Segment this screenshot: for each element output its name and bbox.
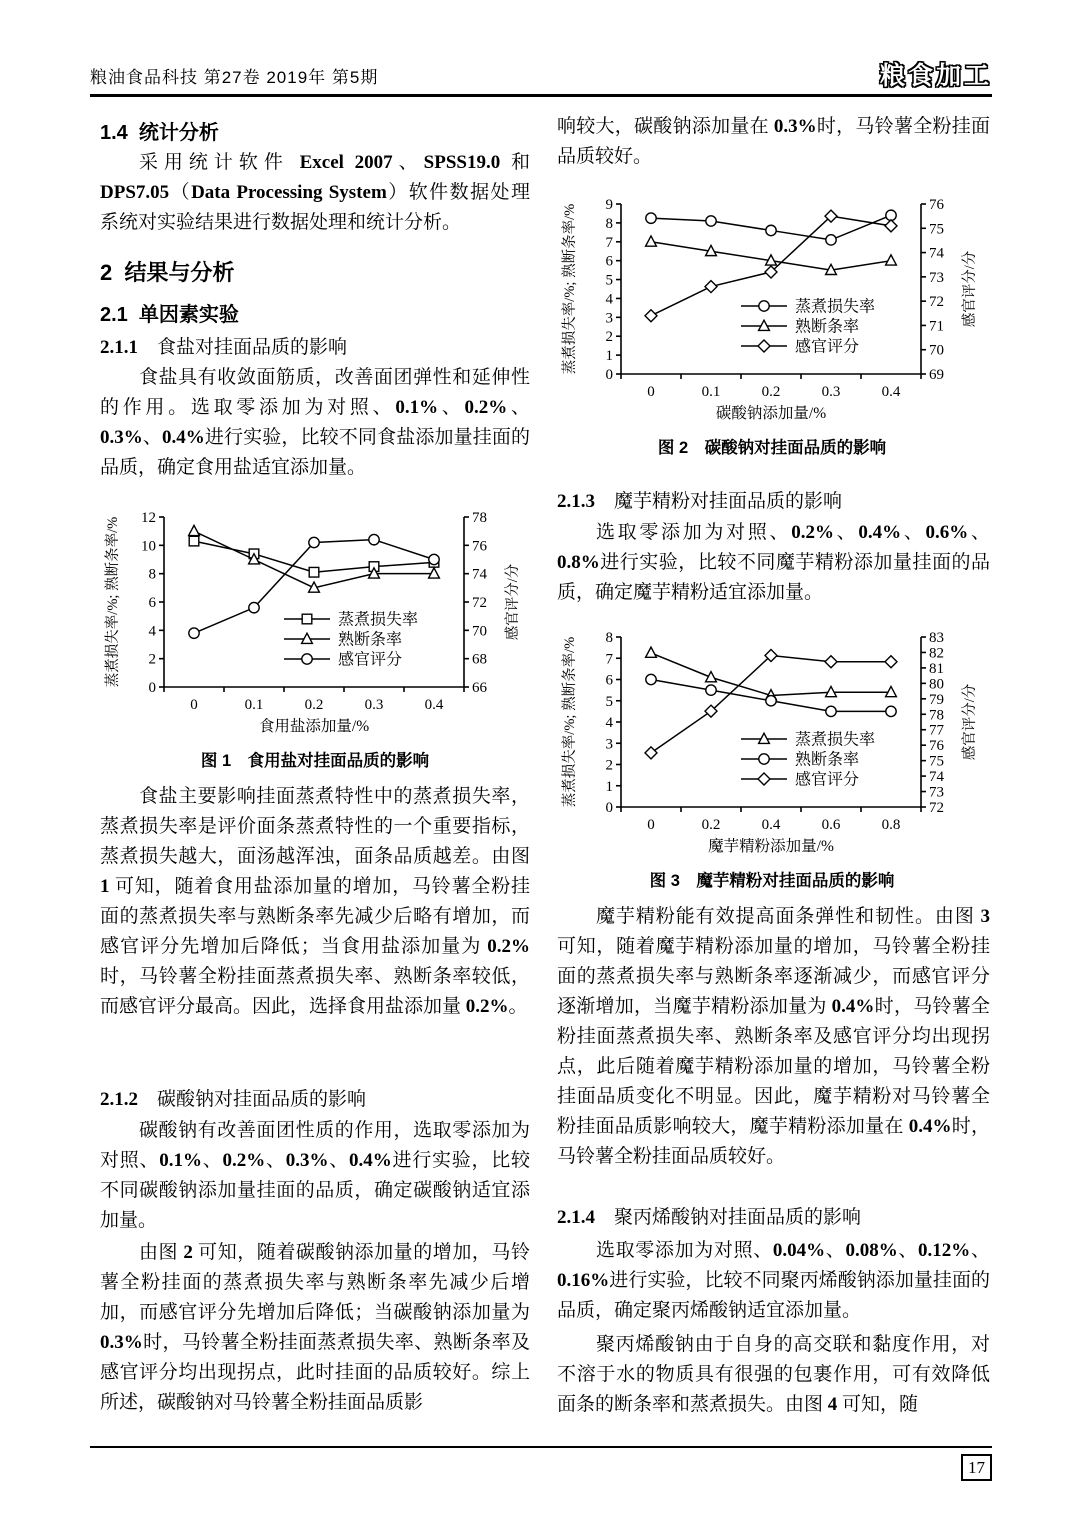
figure-1-caption: 图 1 食用盐对挂面品质的影响: [200, 752, 430, 770]
svg-text:0: 0: [647, 384, 655, 400]
para-paas-mechanism: 聚丙烯酸钠由于自身的高交联和黏度作用，对不溶于水的物质具有很强的包裹作用，可有效降低面条的断条率和蒸煮损失。由图 4 可知，随: [557, 1334, 990, 1415]
svg-text:71: 71: [929, 318, 944, 335]
svg-text:0.4: 0.4: [761, 817, 781, 833]
svg-text:81: 81: [929, 660, 944, 677]
svg-text:2: 2: [148, 651, 156, 668]
svg-text:6: 6: [605, 253, 613, 270]
svg-text:0.2: 0.2: [701, 817, 721, 833]
soda-effect-chart: [557, 192, 987, 432]
svg-text:0.2: 0.2: [761, 384, 781, 400]
svg-text:5: 5: [605, 693, 613, 710]
heading-2: 2 结果与分析: [100, 260, 235, 285]
heading-2-1-2: 2.1.2 碳酸钠对挂面品质的影响: [100, 1089, 367, 1110]
svg-text:蒸煮损失率: 蒸煮损失率: [338, 611, 419, 629]
svg-text:4: 4: [605, 291, 613, 308]
svg-text:0.1: 0.1: [701, 384, 721, 400]
para-soda-result: 由图 2 可知，随着碳酸钠添加量的增加，马铃薯全粉挂面的蒸煮损失率与熟断条率先减少后增加，而感官评分先增加后降低；当碳酸钠添加量为 0.3%时，马铃薯全粉挂面蒸煮损失率、熟断条率及感官评分均出现拐点，此时挂面的品质较好。综上所述，碳酸钠对马铃薯全粉挂面品质影: [100, 1242, 530, 1413]
svg-text:69: 69: [929, 367, 944, 383]
svg-text:78: 78: [472, 510, 487, 526]
svg-text:熟断条率: 熟断条率: [795, 318, 860, 336]
svg-text:熟断条率: 熟断条率: [795, 751, 860, 769]
svg-text:73: 73: [929, 784, 944, 801]
svg-text:食用盐添加量/%: 食用盐添加量/%: [258, 718, 370, 735]
svg-text:0: 0: [605, 367, 613, 383]
svg-text:77: 77: [929, 722, 944, 739]
svg-text:感官评分: 感官评分: [338, 651, 403, 669]
svg-text:76: 76: [929, 738, 944, 755]
svg-text:0.2: 0.2: [304, 697, 324, 713]
svg-text:蒸煮损失率: 蒸煮损失率: [795, 731, 876, 749]
svg-text:3: 3: [605, 310, 613, 327]
svg-text:4: 4: [148, 623, 156, 640]
svg-text:1: 1: [605, 778, 613, 795]
svg-text:碳酸钠添加量/%: 碳酸钠添加量/%: [715, 405, 827, 422]
section-tag: 粮食加工: [879, 62, 992, 90]
para-salt-intro: 食盐具有收敛面筋质，改善面团弹性和延伸性的作用。选取零添加为对照、0.1%、0.2%、0.3%、0.4%进行实验，比较不同食盐添加量挂面的品质，确定食用盐适宜添加量。: [100, 367, 530, 478]
svg-text:0.1: 0.1: [244, 697, 264, 713]
svg-text:3: 3: [605, 736, 613, 753]
svg-text:0.8: 0.8: [881, 817, 901, 833]
svg-text:66: 66: [472, 680, 487, 696]
svg-text:10: 10: [141, 538, 156, 555]
svg-text:蒸煮损失率/%; 熟断条率/%: 蒸煮损失率/%; 熟断条率/%: [562, 636, 578, 808]
svg-text:0.4: 0.4: [881, 384, 901, 400]
svg-text:0: 0: [190, 697, 198, 713]
svg-text:熟断条率: 熟断条率: [338, 631, 403, 649]
svg-text:7: 7: [605, 234, 613, 251]
svg-text:78: 78: [929, 707, 944, 724]
para-soda-continuation: 响较大，碳酸钠添加量在 0.3%时，马铃薯全粉挂面品质较好。: [557, 116, 990, 167]
svg-text:0: 0: [148, 680, 156, 696]
svg-text:73: 73: [929, 269, 944, 286]
svg-text:4: 4: [605, 715, 613, 731]
svg-text:蒸煮损失率/%; 熟断条率/%: 蒸煮损失率/%; 熟断条率/%: [562, 203, 578, 375]
page-number: 17: [961, 1454, 992, 1481]
svg-text:83: 83: [929, 630, 944, 646]
para-salt-result: 食盐主要影响挂面蒸煮特性中的蒸煮损失率，蒸煮损失率是评价面条蒸煮特性的一个重要指标，蒸煮损失越大，面汤越浑浊，面条品质越差。由图 1 可知，随着食用盐添加量的增加，马铃薯全粉挂面的蒸煮损失率与熟断条率先减少后略有增加，而感官评分先增加后降低；当食用盐添加量为 0.2%时，马铃薯全粉挂面蒸煮损失率、熟断条率较低，而感官评分最高。因此，选择食用盐添加量 0.2%。: [100, 786, 530, 1017]
figure-2: [557, 192, 987, 458]
figure-2-caption: 图 2 碳酸钠对挂面品质的影响: [657, 439, 887, 457]
svg-text:感官评分/分: 感官评分/分: [962, 250, 978, 328]
svg-text:0.6: 0.6: [821, 817, 841, 833]
svg-text:68: 68: [472, 651, 487, 668]
heading-2-1-3: 2.1.3 魔芋精粉对挂面品质的影响: [557, 491, 843, 512]
svg-text:蒸煮损失率/%; 熟断条率/%: 蒸煮损失率/%; 熟断条率/%: [105, 516, 121, 688]
svg-text:0.3: 0.3: [364, 697, 384, 713]
svg-text:72: 72: [472, 595, 487, 611]
svg-text:6: 6: [605, 672, 613, 689]
svg-text:76: 76: [472, 538, 487, 555]
svg-text:0: 0: [647, 817, 655, 833]
svg-text:9: 9: [605, 197, 613, 213]
svg-text:72: 72: [929, 294, 944, 311]
heading-2-1-4: 2.1.4 聚丙烯酸钠对挂面品质的影响: [557, 1207, 862, 1228]
figure-3: [557, 625, 987, 891]
svg-text:74: 74: [929, 769, 944, 786]
svg-text:76: 76: [929, 197, 944, 213]
svg-text:0: 0: [605, 800, 613, 816]
svg-text:70: 70: [929, 342, 944, 359]
svg-text:12: 12: [141, 510, 156, 526]
svg-text:感官评分: 感官评分: [795, 338, 860, 356]
heading-2-1-1: 2.1.1 食盐对挂面品质的影响: [100, 337, 348, 358]
svg-text:82: 82: [929, 645, 944, 662]
svg-text:75: 75: [929, 221, 944, 238]
svg-text:70: 70: [472, 623, 487, 640]
svg-text:1: 1: [605, 348, 613, 365]
svg-text:2: 2: [605, 329, 613, 346]
figure-1: [100, 505, 530, 771]
para-konjac-intro: 选取零添加为对照、0.2%、0.4%、0.6%、0.8%进行实验，比较不同魔芋精粉添加量挂面的品质，确定魔芋精粉适宜添加量。: [557, 522, 990, 603]
svg-text:蒸煮损失率: 蒸煮损失率: [795, 298, 876, 316]
salt-effect-chart: [100, 505, 530, 745]
svg-text:6: 6: [148, 595, 156, 611]
journal-header: 粮油食品科技 第27卷 2019年 第5期: [90, 68, 379, 87]
svg-text:80: 80: [929, 676, 944, 693]
svg-text:2: 2: [605, 757, 613, 774]
heading-1-4: 1.4 统计分析: [100, 122, 219, 144]
para-soda-intro: 碳酸钠有改善面团性质的作用，选取零添加为对照、0.1%、0.2%、0.3%、0.4%进行实验，比较不同碳酸钠添加量挂面的品质，确定碳酸钠适宜添加量。: [100, 1120, 530, 1231]
svg-text:5: 5: [605, 272, 613, 289]
svg-text:魔芋精粉添加量/%: 魔芋精粉添加量/%: [708, 838, 834, 855]
heading-2-1: 2.1 单因素实验: [100, 304, 239, 326]
svg-text:74: 74: [929, 245, 944, 262]
svg-text:8: 8: [605, 630, 613, 646]
konjac-effect-chart: [557, 625, 987, 865]
header-rule: [90, 94, 992, 97]
svg-text:7: 7: [605, 651, 613, 668]
svg-text:感官评分: 感官评分: [795, 771, 860, 789]
svg-text:8: 8: [605, 215, 613, 232]
svg-text:75: 75: [929, 753, 944, 770]
footer-rule: [90, 1446, 992, 1448]
svg-text:0.3: 0.3: [821, 384, 841, 400]
svg-text:0.4: 0.4: [424, 697, 444, 713]
svg-text:79: 79: [929, 691, 944, 708]
svg-text:感官评分/分: 感官评分/分: [505, 563, 521, 641]
figure-3-caption: 图 3 魔芋精粉对挂面品质的影响: [649, 872, 895, 890]
svg-text:感官评分/分: 感官评分/分: [962, 683, 978, 761]
para-konjac-result: 魔芋精粉能有效提高面条弹性和韧性。由图 3 可知，随着魔芋精粉添加量的增加，马铃薯全粉挂面的蒸煮损失率与熟断条率逐渐减少，而感官评分逐渐增加，当魔芋精粉添加量为 0.4%时，马铃薯全粉挂面蒸煮损失率、熟断条率及感官评分均出现拐点，此后随着魔芋精粉添加量的增加，马铃薯全粉挂面品质变化不明显。因此，魔芋精粉对马铃薯全粉挂面品质影响较大，魔芋精粉添加量在 0.4%时，马铃薯全粉挂面品质较好。: [557, 906, 990, 1167]
svg-text:8: 8: [148, 566, 156, 583]
para-paas-intro: 选取零添加为对照、0.04%、0.08%、0.12%、0.16%进行实验，比较不同聚丙烯酸钠添加量挂面的品质，确定聚丙烯酸钠适宜添加量。: [557, 1240, 990, 1321]
svg-text:74: 74: [472, 566, 487, 583]
para-statistics: 采用统计软件 Excel 2007、SPSS19.0 和 DPS7.05（Data Processing System）软件数据处理系统对实验结果进行数据处理和统计分析。: [100, 152, 530, 233]
svg-text:72: 72: [929, 800, 944, 816]
